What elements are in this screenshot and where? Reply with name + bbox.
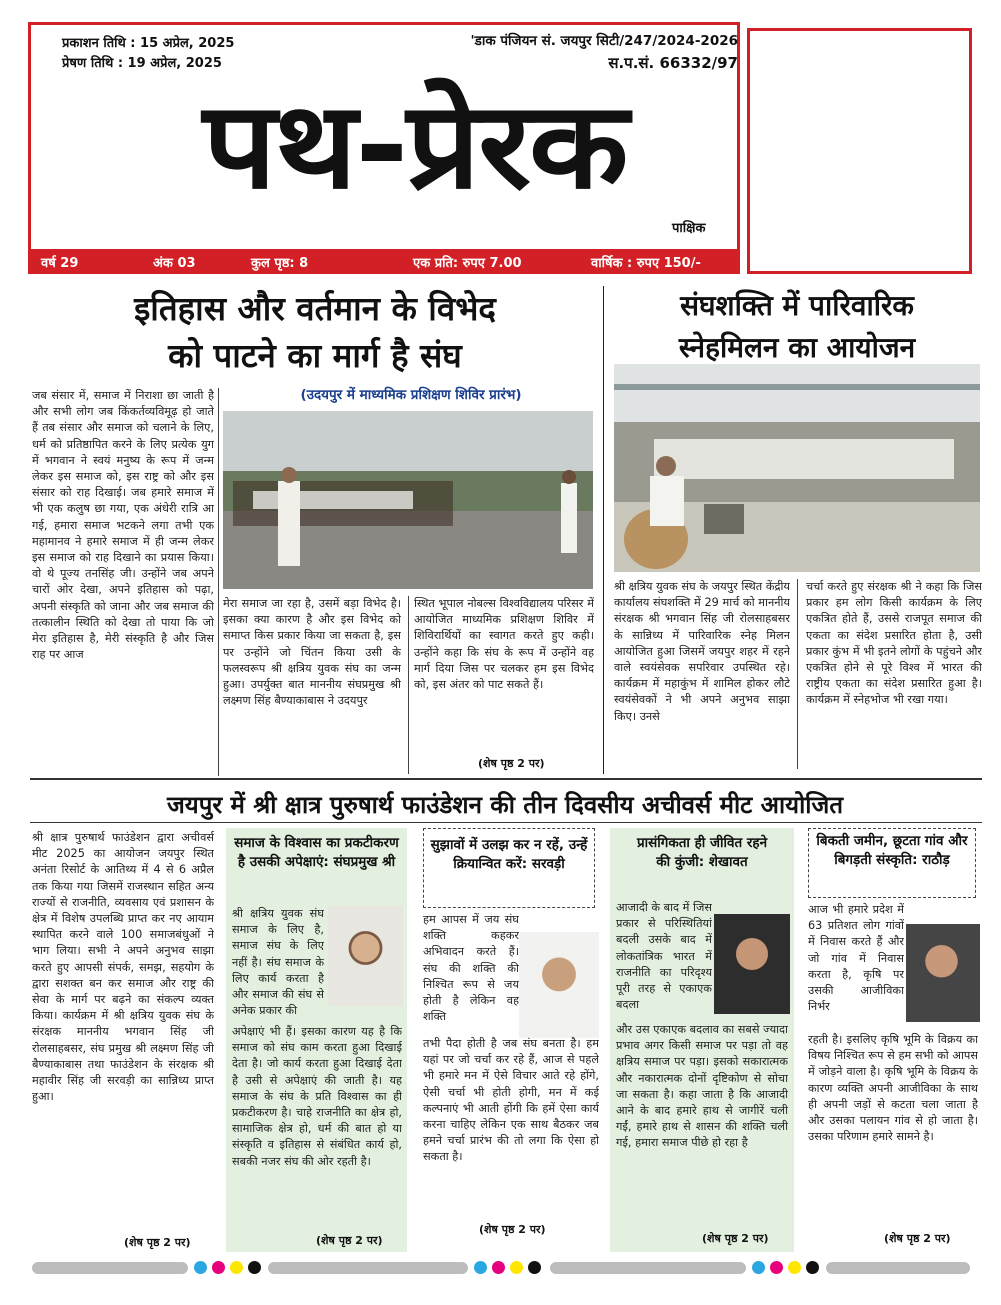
family-meet-photo [614, 364, 980, 572]
column-divider [218, 388, 219, 776]
cyan-dot [752, 1261, 765, 1274]
lead-continued: (शेष पृष्ठ 2 पर) [478, 757, 545, 770]
yellow-dot [510, 1261, 523, 1274]
frequency-label: पाक्षिक [672, 221, 706, 236]
sangh-pramukh-portrait [328, 906, 403, 1006]
magenta-dot [492, 1261, 505, 1274]
right-story-column-2: चर्चा करते हुए संरक्षक श्री ने कहा कि जिस प्रकार हम लोग किसी कार्यक्रम के लिए एकत्रित होते हैं, उससे राजपूत समाज की एकता का संदेश प्रसारित होता है, उसी प्रकार कुंभ में भी इतने लोगों के पहुंचने और एकत्रित होने से पूरे विश्व में भारत की राष्ट्रीय एकता का संदेश प्रसारित हुआ है। कार्यक्रम में स्नेहभोज भी रखा गया। [806, 580, 982, 707]
box3-continued: (शेष पृष्ठ 2 पर) [702, 1232, 769, 1245]
lead-column-3: स्थित भूपाल नोबल्स विश्वविद्यालय परिसर में आयोजित माध्यमिक प्रशिक्षण शिविर में शिविरार्थियों का स्वागत करते हुए कही। उन्होंने कहा कि संघ के रूप में उन्होंने वह मार्ग दिया जिस पर चलकर हम इस विभेद को, इस अंतर को पाट सकते हैं। [414, 597, 594, 692]
annual-label: वार्षिक : रुपए 150/- [591, 256, 701, 271]
section-rule [30, 822, 982, 823]
box4-text-a: आज भी हमारे प्रदेश में 63 प्रतिशत लोग गांवों में निवास करते हैं और जो गांव में निवास करता है, कृषि पर उसकी आजीविका निर्भर [808, 903, 904, 1014]
box1-title: समाज के विश्वास का प्रकटीकरण है उसकी अपेक्षाएं: संघप्रमुख श्री [234, 835, 399, 870]
sarwadi-box [419, 828, 601, 1242]
lead-headline [30, 285, 600, 379]
magenta-dot [212, 1261, 225, 1274]
training-camp-photo [223, 411, 593, 589]
yellow-dot [788, 1261, 801, 1274]
box2-title: सुझावों में उलझ कर न रहें, उन्हें क्रियान्वित करें: सरवड़ी [430, 837, 588, 872]
year-label: वर्ष 29 [41, 256, 79, 271]
sarwadi-portrait [519, 932, 599, 1038]
issue-info-bar [31, 249, 737, 274]
lead-column-1: जब संसार में, समाज में निराशा छा जाती है और सभी लोग जब किंकर्तव्यविमूढ़ हो जाते हैं तब संसार और समाज को चलाने के लिए, धर्म को प्रतिष्ठापित करने के लिए प्रत्येक युग में भगवान ने स्वयं मनुष्य के रूप में जन्म लेकर इस समाज को, इस राष्ट्र को और इस संसार को राह दिखाई। जब हमारे समाज में भी एक कलुष छा गया, एक अंधेरी रात्रि आ गई, हमारा समाज भटकने लगा तभी एक महामानव ने हमारे समाज में ही जन्म लेकर इस समाज को राह दिखाने का प्रयास किया। वो थे पूज्य तनसिंह जी। उन्होंने जब अपने चारों ओर देखा, अपने इतिहास को पढ़ा, अपनी संस्कृति को जाना और जब समाज की तत्कालीन स्थिति को देखा तो पाया कि जो मेरा इतिहास है, मेरी संस्कृति है और जिस राह पर आज [32, 389, 214, 662]
pages-label: कुल पृष्ठ: 8 [251, 256, 309, 271]
sangh-pramukh-box [226, 828, 407, 1252]
rathore-portrait [906, 924, 980, 1022]
cyan-dot [474, 1261, 487, 1274]
box4-continued: (शेष पृष्ठ 2 पर) [884, 1232, 951, 1245]
lead-photo-caption: (उदयपुर में माध्यमिक प्रशिक्षण शिविर प्रारंभ) [300, 387, 522, 403]
publish-date: प्रकाशन तिथि : 15 अप्रेल, 2025 [62, 36, 235, 51]
print-strip [32, 1262, 188, 1274]
postal-registration: 'डाक पंजियन सं. जयपुर सिटी/247/2024-2026 [470, 33, 738, 49]
lead-headline-line2: को पाटने का मार्ग है संघ [168, 336, 462, 375]
achievers-meet-headline: जयपुर में श्री क्षात्र पुरुषार्थ फाउंडेशन की तीन दिवसीय अचीवर्स मीट आयोजित [167, 791, 843, 819]
box3-text-a: आजादी के बाद में जिस प्रकार से परिस्थितियां बदली उसके बाद में लोकतांत्रिक भारत में राजनीति का परिदृश्य पूरी तरह से एकाएक बदला [616, 901, 712, 1012]
black-dot [806, 1261, 819, 1274]
registration-number: स.प.सं. 66332/97 [608, 54, 738, 72]
newspaper-title: पथ-प्रेरक [202, 77, 627, 216]
box4-text-b: रहती है। इसलिए कृषि भूमि के विक्रय का विषय निश्चित रूप से हम सभी को आपस में जोड़ने वाला है। कृषि भूमि के विक्रय के कारण व्यक्ति अपनी आजीविका के साथ ही अपनी जड़ों से कटता चला जाता है और उसका पलायन गांव से हो जाता है। उसका परिणाम हमारे सामने है। [808, 1033, 978, 1144]
column-divider [797, 579, 798, 769]
section-rule [30, 778, 982, 780]
rathore-box [804, 828, 982, 1252]
cyan-dot [194, 1261, 207, 1274]
right-story-column-1: श्री क्षत्रिय युवक संघ के जयपुर स्थित केंद्रीय कार्यालय संघशक्ति में 29 मार्च को माननीय संरक्षक श्री भगवान सिंह जी रोलसाहबसर के सान्निध्य में पारिवारिक स्नेह मिलन आयोजित हुआ जिसमें जयपुर शहर में रहने वाले स्वयंसेवक सपरिवार उपस्थित रहे। कार्यक्रम में महाकुंभ में शामिल होकर लौटे स्वयंसेवकों ने भी अपने अनुभव साझा किए। उनसे [614, 580, 790, 723]
black-dot [528, 1261, 541, 1274]
issue-label: अंक 03 [153, 256, 196, 271]
box4-title: बिकती जमीन, छूटता गांव और बिगड़ती संस्कृति: राठौड़ [816, 833, 968, 868]
lead-headline-line1: इतिहास और वर्तमान के विभेद [134, 289, 496, 328]
black-dot [248, 1261, 261, 1274]
address-box [747, 28, 972, 274]
right-headline-line1: संघशक्ति में पारिवारिक [680, 289, 914, 322]
dispatch-date: प्रेषण तिथि : 19 अप्रेल, 2025 [62, 56, 222, 71]
print-strip [550, 1262, 746, 1274]
shekhawat-portrait [714, 914, 790, 1014]
box1-text-a: श्री क्षत्रिय युवक संघ समाज के लिए है, समाज संघ के लिए नहीं है। संघ समाज के लिए कार्य करता है और समाज की संघ से अनेक प्रकार की [232, 907, 324, 1018]
box1-text-b: अपेक्षाएं भी हैं। इसका कारण यह है कि समाज को संघ काम करता हुआ दिखाई देता है। जो कार्य करता हुआ दिखाई देता है उसी से अपेक्षाएं की जाती है। यह समाज के संघ के प्रति विश्वास का ही प्रकटीकरण है। चाहे राजनीति का क्षेत्र हो, सामाजिक क्षेत्र हो, धर्म की बात हो या संस्कृति व इतिहास से संबंधित कार्य हो, सबकी नजर संघ की ओर रहती है। [232, 1025, 402, 1168]
yellow-dot [230, 1261, 243, 1274]
box1-continued: (शेष पृष्ठ 2 पर) [316, 1234, 383, 1247]
box3-title: प्रासंगिकता ही जीवित रहने की कुंजी: शेखावत [636, 835, 768, 870]
lead-column-2: मेरा समाज जा रहा है, उसमें बड़ा विभेद है। इसका क्या कारण है और इस विभेद को समाप्त किस प्रकार किया जा सकता है, इस पर उन्होंने जो चिंतन किया उसी के फलस्वरूप श्री क्षत्रिय युवक संघ का जन्म हुआ। उपर्युक्त बात माननीय संघप्रमुख श्री लक्ष्मण सिंह बैण्याकाबास ने उदयपुर [223, 597, 401, 708]
achievers-meet-column: श्री क्षात्र पुरुषार्थ फाउंडेशन द्वारा अचीवर्स मीट 2025 का आयोजन जयपुर स्थित अनंता रिसोर्ट के आतिथ्य में 4 से 6 अप्रैल तक किया गया जिसमें राजस्थान सहित अन्य राज्यों से राजनीति, व्यवसाय एवं प्रशासन के क्षेत्र में विशेष उपलब्धि प्राप्त कर नए आयाम स्थापित करने वाले 100 समाजबंधुओं ने भाग लिया। सभी ने अपने अनुभव साझा करते हुए आपसी संपर्क, समझ, सहयोग के द्वारा सशक्त बन कर समाज और राष्ट्र की सेवा के मार्ग पर बढ़ने का संकल्प व्यक्त किया। कार्यक्रम में श्री क्षत्रिय युवक संघ के संरक्षक माननीय भगवान सिंह जी रोलसाहबसर, संघ प्रमुख श्री लक्ष्मण सिंह जी बैण्याकाबास तथा फाउंडेशन के संरक्षक श्री महावीर सिंह जी सरवड़ी का सान्निध्य प्राप्त हुआ। [32, 831, 214, 1104]
magenta-dot [770, 1261, 783, 1274]
column-divider [408, 596, 409, 774]
print-strip [826, 1262, 970, 1274]
box3-text-b: और उस एकाएक बदलाव का सबसे ज्यादा प्रभाव अगर किसी समाज पर पड़ा तो वह क्षत्रिय समाज पर पड़ा। इसको सकारात्मक और नकारात्मक दोनों दृष्टिकोण से सोचा जा सकता है। कहा जाता है कि आजादी आने के बाद हमारे हाथ से जागीरें चली गईं, हमारे हाथ से शासन की शक्ति चली गई, हमारा समाज पीछे हो रहा है [616, 1023, 788, 1150]
shekhawat-box [610, 828, 794, 1252]
box2-continued: (शेष पृष्ठ 2 पर) [479, 1223, 546, 1236]
box2-text-a: हम आपस में जय संघ शक्ति कहकर अभिवादन करते हैं। संघ की शक्ति की निश्चित रूप से जय होती है लेकिन वह शक्ति [423, 913, 519, 1024]
right-headline [612, 285, 982, 369]
story-divider [603, 286, 604, 774]
box2-text-b: तभी पैदा होती है जब संघ बनता है। हम यहां पर जो चर्चा कर रहे हैं, आज से पहले भी हमारे मन में ऐसे विचार आते रहे होंगे, ऐसी चर्चा भी होती होगी, मन में कई कल्पनाएं भी आती होंगी कि हमें ऐसा कार्य करना चाहिए लेकिन एक साथ बैठकर जब हमने चर्चा प्रारंभ की तो लगा कि ऐसा हो सकता है। [423, 1037, 599, 1164]
print-strip [268, 1262, 468, 1274]
achievers-continued: (शेष पृष्ठ 2 पर) [124, 1236, 191, 1249]
price-label: एक प्रति: रुपए 7.00 [413, 256, 522, 271]
right-headline-line2: स्नेहमिलन का आयोजन [678, 331, 916, 364]
